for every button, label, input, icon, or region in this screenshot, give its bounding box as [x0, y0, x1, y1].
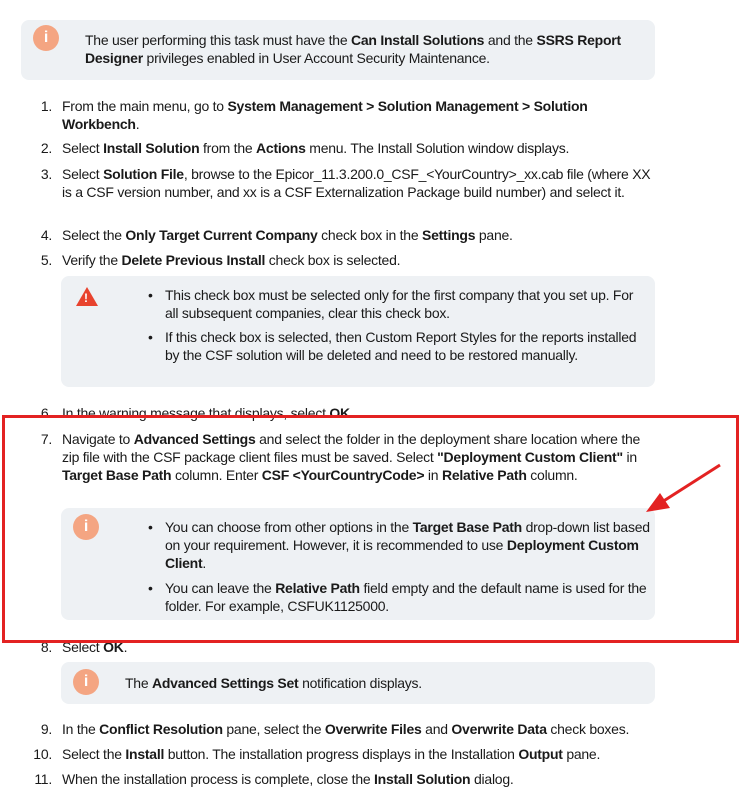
bullet: • — [148, 287, 153, 303]
text: Navigate to — [62, 431, 134, 447]
bold-text: Overwrite Files — [324, 721, 422, 737]
bold-text: Relative Path — [441, 467, 527, 483]
bold-text: Only Target Current Company — [125, 227, 318, 243]
bold-text: OK — [329, 405, 350, 421]
step-number: 6. — [40, 405, 52, 421]
text: pane, select the — [222, 721, 325, 737]
text: pane. — [475, 227, 513, 243]
bold-text: Target Base Path — [62, 467, 172, 483]
bullet: • — [148, 329, 153, 345]
text: Select — [62, 639, 104, 655]
bullet: • — [148, 519, 153, 535]
text: Select the — [62, 746, 126, 762]
step-number: 2. — [40, 140, 52, 156]
text: . — [202, 555, 207, 571]
text: When the installation process is complete, close the — [62, 771, 375, 787]
bold-text: Overwrite Data — [451, 721, 547, 737]
text: in — [424, 467, 442, 483]
step-number: 4. — [40, 227, 52, 243]
text: If this check box is selected, then Custom Report Styles for the reports installed by the CSF solution will be deleted and need to be restored manually. — [165, 329, 637, 363]
bold-text: Advanced Settings Set — [152, 675, 299, 691]
text: field empty and the default name is used for the folder. For example, CSFUK1125000. — [165, 580, 647, 614]
bold-text: Conflict Resolution — [99, 721, 223, 737]
text: dialog. — [470, 771, 514, 787]
text: menu. The Install Solution window displays. — [305, 140, 570, 156]
bold-text: Install Solution — [374, 771, 471, 787]
bold-text: SSRS Report Designer — [85, 32, 621, 66]
text: in — [622, 449, 637, 465]
text: check boxes. — [546, 721, 630, 737]
step-number: 3. — [40, 166, 52, 182]
text: The user performing this task must have the — [85, 32, 352, 48]
warning-icon: ! — [76, 287, 98, 306]
step-number: 9. — [40, 721, 52, 737]
text: , browse to the Epicor_11.3.200.0_CSF_<YourCountry>_xx.cab file (where XX is a CSF version number, and xx is a CSF Externalization Package build number) and select it. — [62, 166, 651, 200]
text: You can choose from other options in the — [165, 519, 413, 535]
text: and select the folder in the deployment share location where the zip file with the CSF package client files must be saved. Select — [62, 431, 641, 465]
text: button. The installation progress displays in the Installation — [164, 746, 519, 762]
text: In the warning message that displays, select — [62, 405, 330, 421]
text: The — [125, 675, 153, 691]
text: drop-down list based on your requirement. However, it is recommended to use — [165, 519, 650, 553]
step-number: 10. — [33, 746, 52, 762]
step-number: 8. — [40, 639, 52, 655]
step-number: 1. — [40, 98, 52, 114]
text: column. — [526, 467, 578, 483]
step-number: 7. — [40, 431, 52, 447]
text: Verify the — [62, 252, 122, 268]
text: Select — [62, 166, 104, 182]
text: This check box must be selected only for the first company that you set up. For all subsequent companies, clear this check box. — [165, 287, 634, 321]
text: In the — [62, 721, 100, 737]
text: from the — [199, 140, 257, 156]
text: check box is selected. — [265, 252, 401, 268]
bold-text: Deployment Custom Client — [165, 537, 639, 571]
bold-text: OK — [103, 639, 124, 655]
bold-text: Solution File — [103, 166, 184, 182]
text: and — [421, 721, 452, 737]
bold-text: Settings — [422, 227, 476, 243]
bold-text: Install — [125, 746, 165, 762]
text: You can leave the — [165, 580, 276, 596]
bold-text: Advanced Settings — [133, 431, 256, 447]
text: column. Enter — [171, 467, 262, 483]
text: Select — [62, 140, 104, 156]
bold-text: "Deployment Custom Client" — [437, 449, 623, 465]
info-icon: i — [33, 25, 59, 51]
text: pane. — [562, 746, 601, 762]
text: . — [349, 405, 354, 421]
text: . — [135, 116, 140, 132]
text: check box in the — [317, 227, 422, 243]
text: . — [123, 639, 128, 655]
info-icon: i — [73, 669, 99, 695]
bold-text: Install Solution — [103, 140, 200, 156]
step-number: 11. — [34, 771, 52, 787]
text: Select the — [62, 227, 126, 243]
text: and the — [484, 32, 537, 48]
bold-text: Actions — [256, 140, 306, 156]
bold-text: Relative Path — [275, 580, 360, 596]
bold-text: Can Install Solutions — [351, 32, 485, 48]
bullet: • — [148, 580, 153, 596]
bold-text: CSF <YourCountryCode> — [261, 467, 425, 483]
step-number: 5. — [40, 252, 52, 268]
text: notification displays. — [298, 675, 422, 691]
text: privileges enabled in User Account Security Maintenance. — [142, 50, 490, 66]
bold-text: System Management > Solution Management > Solution Workbench — [62, 98, 588, 132]
text: From the main menu, go to — [62, 98, 228, 114]
bold-text: Output — [518, 746, 563, 762]
bold-text: Delete Previous Install — [121, 252, 266, 268]
bold-text: Target Base Path — [412, 519, 522, 535]
info-icon: i — [73, 514, 99, 540]
